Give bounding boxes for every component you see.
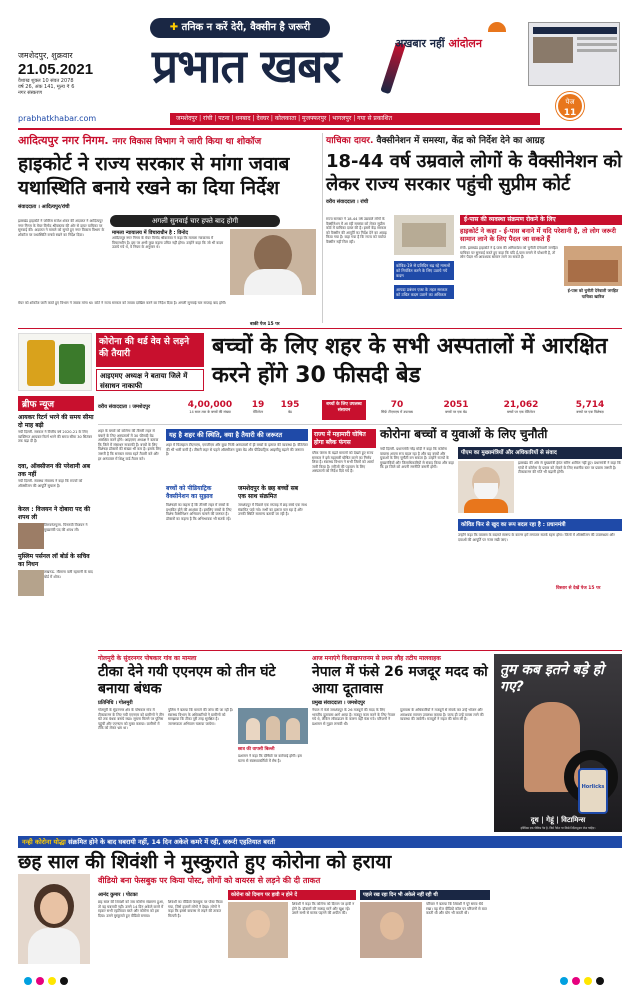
front-page-thumbnail	[528, 22, 620, 86]
cities-bar: जमशेदपुर | रांची | पटना | धनबाद | देवघर | कोलकाता | मुजफ्फरपुर | भागलपुर | गया से प्रकाशित	[170, 113, 540, 125]
lead-right-story: याचिका दायर. वैक्सीनेशन में समस्या, केंद्र को निर्देश देने का आग्रह 18-44 वर्ष उम्रवाले लोगों के वैक्सीनेशन को लेकर राज्य सरकार पहुंची सुप्रीम कोर्ट वरीय संवाददाता । रांची राज्य सरकार ने 18-44 वर्ष उम्रवाले लोगों के वैक्सीनेशन में आ रही समस्या को लेकर सुप्रीम कोर्ट में याचिका दायर की है। इसमें केंद्र सरकार को वैक्सीन की आपूर्ति का निर्देश देने का आग्रह किया गया है। कहा गया है कि राज्य को पर्याप्त वैक्सीन नहीं मिल रही। कोविड-19 से प्रतिदिन बढ़ रहे मामलों को नियंत्रित करने के लिए उठाये गये कदम आपदा प्रबंधन एक्ट के तहत सरकार को उचित कदम उठाने का अधिकार ई-पास की व्यवस्था संक्रमण रोकने के लिए हाइकोर्ट ने कहा - ई-पास बनाने में यदि परेशानी है, तो लोग जरूरी सामान लाने के लिए पैदल जा सकते हैं रांची. झारखंड हाइकोर्ट ने ई-पास की अनिवार्यता को चुनौती देनेवाली जनहित याचिका पर सुनवाई करते हुए कहा कि यदि ई-पास बनाने में परेशानी है, तो लोग पैदल भी आवश्यक सामान लाने जा सकते हैं। ई-पास को चुनौती देनेवाली जनहित याचिका खारिज	[326, 136, 622, 299]
nepal-story: आज मनाएंगे विशाखापत्तनम से प्रथम लौह तटीय मालवाहक नेपाल में फंसे 26 मजदूर मदद को आया दूतावास प्रमुख संवाददाता । जमशेदपुर नेपाल में फंसे जमशेदपुर के 26 मजदूरों की मदद के लिए भारतीय दूतावास आगे आया है। मजदूर काम करने के लिए नेपाल गये थे, लेकिन लॉकडाउन के कारण वहीं फंस गये। परिजनों ने प्रशासन से गुहार लगायी थी। दूतावास के अधिकारियों ने मजदूरों से संपर्क कर उन्हें भोजन और आवश्यक सामान उपलब्ध कराया है। जल्द ही उन्हें वापस लाने की व्यवस्था की जायेगी। मजदूरों ने राहत की सांस ली है।	[312, 654, 490, 824]
slogan: अखबार नहीं आंदोलन	[395, 37, 482, 50]
brief-news: ब्रीफ न्यूज आयकर रिटर्न भरने की समय सीमा दो माह बढ़ी नयी दिल्ली. सरकार ने वित्तीय वर्ष 2020-21 के लिए व्यक्तिगत आयकर रिटर्न भरने की समय सीमा 30 सितंबर तक बढ़ा दी है। दवा, ऑक्सीजन की परेशानी अब तक नहीं नयी दिल्ली. स्वास्थ्य मंत्रालय ने कहा कि राज्यों को ऑक्सीजन की आपूर्ति सुचारू है। केरल : विजयन ने दोबारा पद की शपथ ली तिरुवनंतपुरम. पिनरायी विजयन ने मुख्यमंत्री पद की शपथ ली। मुस्लिम पर्सनल लॉ बोर्ड के सचिव का निधन लखनऊ. मौलाना वली रहमानी के बाद बोर्ड में शोक।	[18, 396, 94, 696]
mayor-photo	[230, 229, 316, 295]
story-headline: टीका देने गयी एएनएम को तीन घंटे बनाया बंधक	[98, 664, 276, 697]
divider	[98, 424, 622, 425]
tagline-banner: ✚ तनिक न करें देरी, वैक्सीन है जरूरी	[150, 18, 330, 38]
stat-beds: 195 बेड	[280, 400, 300, 414]
girl-video-photo-1	[228, 902, 288, 958]
bottom-sub: वीडियो बना फेसबुक पर किया पोस्ट, लोगों को वायरस से लड़ने की दी ताकत	[98, 876, 321, 885]
registration-mark	[572, 977, 580, 985]
issue-date: 21.05.2021	[18, 61, 94, 78]
hospital-story: शहर के बच्चों को कोरोना की तीसरी लहर से बचाने के लिए अस्पतालों में 30 फीसदी बेड आरक्षित करने होंगे। आइएमए अध्यक्ष ने बताया कि जिले में संसाधन नाकाफी हैं। बच्चों के लिए विशेषज्ञ डॉक्टरों की संख्या भी कम है। इसके लिए जरूरी है कि सरकार समय रहते तैयारी करे और हर अस्पताल में शिशु वार्ड तैयार करे। यह है शहर की स्थिति, क्या है तैयारी की जरूरत शहर में फिलहाल टीएमएच, एमजीएम और कुछ निजी अस्पतालों में ही बच्चों के इलाज की व्यवस्था है। वेंटिलेटर की भी भारी कमी है। तीसरी लहर से पहले ऑक्सीजन युक्त बेड और पीडियाट्रिक आइसीयू बढ़ाने की जरूरत है। बच्चों को पीडियाट्रिक वैक्सीनेशन का सुझाव विशेषज्ञों का कहना है कि तीसरी लहर में बच्चों के प्रभावित होने की आशंका है। इसलिए बच्चों के लिए विशेष वैक्सीनेशन अभियान चलाने की जरूरत है। डॉक्टरों का कहना है कि अभिभावक भी सतर्क रहें। जमशेदपुर के छह बच्चों सब एक साथ संक्रमित जमशेदपुर में पिछले एक सप्ताह में छह बच्चे एक साथ संक्रमित पाये गये। सभी का इलाज चल रहा है और उनकी स्थिति सामान्य बतायी जा रही है। राज्य में महामारी घोषित होगा ब्लैक फंगस ब्लैक फंगस के बढ़ते मामलों को देखते हुए राज्य सरकार ने इसे महामारी घोषित करने का निर्णय लिया है। स्वास्थ्य विभाग ने सभी जिलों को अलर्ट जारी किया है। मरीजों की पहचान के लिए अस्पतालों को निर्देश दिये गये हैं।	[98, 427, 376, 655]
story-headline: 18-44 वर्ष उम्रवाले लोगों के वैक्सीनेशन को लेकर राज्य सरकार पहुंची सुप्रीम कोर्ट	[326, 151, 622, 195]
stat-specialist-ratio: 5,714 बच्चों पर एक विशेषज्ञ	[575, 400, 605, 414]
site-link[interactable]: prabhatkhabar.com	[18, 114, 97, 123]
vijayan-photo	[18, 523, 44, 549]
girl-photo	[18, 874, 90, 964]
stat-tmh: 70 सिर्फ़ टीएमएच में उपलब्ध	[381, 400, 413, 414]
anm-story: गोलमुरी के सुंदरनगर पोषकार गांव का मामला टीका देने गयी एएनएम को तीन घंटे बनाया बंधक प्रतिनिधि । गोलमुरी गोलमुरी के सुंदरनगर क्षेत्र के पोषकार गांव में टीकाकरण के लिए गयी एएनएम को ग्रामीणों ने तीन घंटे तक बंधक बनाये रखा। सूचना मिलने पर पुलिस पहुंची और एएनएम को मुक्त कराया। ग्रामीणों में टीके को लेकर भ्रम था। पुलिस ने बताया कि मामले की जांच की जा रही है। स्वास्थ्य विभाग के अधिकारियों ने ग्रामीणों को समझाया कि टीका पूरी तरह सुरक्षित है। जागरूकता अभियान चलाया जायेगा। छात्र की वापसी बिल्ली प्रशासन ने कहा कि दोषियों पर कार्रवाई होगी। इस घटना से स्वास्थ्यकर्मियों में रोष है।	[98, 654, 308, 824]
story-subhead: नगर विकास विभाग ने जारी किया था शोकॉज	[112, 137, 262, 147]
product-jar	[578, 768, 608, 814]
column-divider	[322, 133, 323, 323]
registration-mark	[584, 977, 592, 985]
page-number-badge: पेज 11	[556, 92, 584, 120]
stat-bed-ratio: 2051 बच्चों पर एक बेड	[443, 400, 469, 414]
story-headline: नेपाल में फंसे 26 मजदूर मदद को आया दूतावास	[312, 664, 488, 697]
registration-mark	[560, 977, 568, 985]
sun-icon	[488, 22, 506, 32]
registration-mark	[36, 977, 44, 985]
registration-mark	[24, 977, 32, 985]
girl-video-photo-2	[360, 902, 422, 958]
lead-left-story: आदित्यपुर नगर निगम. नगर विकास विभाग ने जारी किया था शोकॉज हाइकोर्ट ने राज्य सरकार से मांगा जवाब यथास्थिति बनाये रखने का दिया निर्देश संवाददाता । आदित्यपुर/रांची अगली सुनवाई चार हफ्ते बाद होगी झारखंड हाइकोर्ट ने जस्टिस राजेश शंकर की अदालत ने आदित्यपुर नगर निगम के मेयर विनोद श्रीवास्तव की ओर से दायर याचिका पर सुनवाई की। अदालत ने मामले को सुनते हुए नगर विकास विभाग के शोकॉज पर यथास्थिति बनाये रखने का निर्देश दिया। मामला न्यायालय में विचाराधीन है : विनोद आदित्यपुर नगर निगम के मेयर विनोद श्रीवास्तव ने कहा कि मामला न्यायालय में विचाराधीन है। इस पर अभी कुछ कहना उचित नहीं होगा। उन्होंने कहा कि जो भी कदम उठाये गये थे, वे नियम के अनुसार थे। मेयर को शोकॉज जारी करते हुए विभाग ने जवाब मांगा था। कोर्ट ने राज्य सरकार को जवाब दाखिल करने का निर्देश दिया है। अगली सुनवाई चार सप्ताह बाद होगी। बाकी पेज 15 पर	[18, 133, 320, 331]
story-kicker: आदित्यपुर नगर निगम.	[18, 134, 109, 147]
horlicks-ad[interactable]: तुम कब इतने बड़े हो गए? Horlicks दूध | गेहूं | विटामिन्स हॉर्लिक्स एक पौष्टिक पेय है, जिसे पैकेट पर लिखे निर्देशानुसार लेना चाहिए।	[494, 654, 622, 832]
divider	[18, 128, 622, 130]
divider	[18, 328, 622, 329]
rahmani-photo	[18, 570, 44, 596]
newspaper-logo: प्रभात खबर	[152, 39, 341, 93]
product-ad-thumbnail	[18, 333, 92, 391]
edition-info: जमशेदपुर, शुक्रवार 21.05.2021 वैशाख शुक्ल 10 संवत 2078 वर्ष 26, अंक 141, मूल्य ₹ 6 नगर संस्करण	[18, 50, 128, 96]
subbox: अगली सुनवाई चार हफ्ते बाद होगी	[110, 215, 280, 227]
divider	[98, 650, 622, 651]
city-day: जमशेदपुर, शुक्रवार	[18, 51, 73, 60]
registration-mark	[48, 977, 56, 985]
supreme-court-photo	[394, 215, 454, 255]
pm-story: कोरोना बच्चों व युवाओं के लिए चुनौती नयी दिल्ली. प्रधानमंत्री नरेंद्र मोदी ने कहा कि कोरोना वायरस अपना रूप बदल रहा है और यह बच्चों और युवाओं के लिए चुनौती बन सकता है। उन्होंने राज्यों के मुख्यमंत्रियों और जिलाधिकारियों से संवाद किया और कहा कि हर जिले को अपनी रणनीति बनानी होगी। पीएम का मुख्यमंत्रियों और अधिकारियों से संवाद झारखंड की ओर से मुख्यमंत्री हेमंत सोरेन शामिल नहीं हुए। प्रधानमंत्री ने कहा कि गांवों में कोरोना के प्रसार को रोकने के लिए स्थानीय स्तर पर प्रयास जरूरी है। टीकाकरण की गति भी बढ़ानी होगी। कोविड फिर से खुद का रूप बदल रहा है : प्रधानमंत्री उन्होंने कहा कि वायरस के बदलते स्वरूप के कारण हमें लगातार सतर्क रहना होगा। जिलों में ऑक्सीजन की उपलब्धता और दवाओं की आपूर्ति पर नजर रखी जाए। विस्तार से देखें पेज 15 पर	[380, 427, 621, 591]
story-headline: हाइकोर्ट ने राज्य सरकार से मांगा जवाब यथास्थिति बनाये रखने का दिया निर्देश	[18, 153, 290, 199]
vaccine-icon: ✚	[169, 22, 179, 33]
registration-mark	[596, 977, 604, 985]
masthead	[0, 0, 640, 118]
bottom-kicker-bar: नन्ही कोरोना योद्धा संक्रमित होने के बाद घबरायी नहीं, 14 दिन अकेले कमरे में रही, जरूरी एहतियात बरती	[18, 836, 622, 848]
story-headline: कोरोना बच्चों व युवाओं के लिए चुनौती	[380, 427, 548, 441]
high-court-photo	[564, 246, 622, 286]
registration-mark	[60, 977, 68, 985]
pm-photo	[458, 461, 514, 513]
students-photo	[238, 708, 308, 744]
corona-label-box: कोरोना की थर्ड वेव से लड़ने की तैयारी	[96, 333, 204, 367]
stat-children: 4,00,000 14 साल तक के बच्चों की संख्या	[187, 400, 233, 414]
stat-ventilator: 19 वेंटिलेटर	[251, 400, 265, 414]
stat-ventilator-ratio: 21,062 बच्चों पर एक वेंटिलेटर	[503, 400, 539, 414]
bottom-headline: छह साल की शिवंशी ने मुस्कुराते हुए कोरोना को हराया	[18, 851, 392, 873]
main-headline: बच्चों के लिए शहर के सभी अस्पतालों में आरक्षित करने होंगे 30 फीसदी बेड	[212, 334, 608, 388]
